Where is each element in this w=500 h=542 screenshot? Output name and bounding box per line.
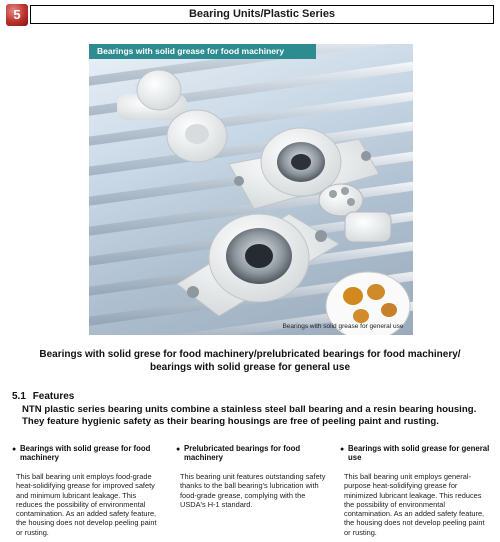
bullet-icon: ● <box>340 446 345 453</box>
feature-title-text: Bearings with solid grease for food machinery <box>20 444 151 462</box>
photo-caption <box>20 348 480 374</box>
photo-caption-line-1: Bearings with solid grese for food machinery/prelubricated bearings for food machinery/ <box>39 349 461 360</box>
section-intro: NTN plastic series bearing units combine a stainless steel ball bearing and a resin bearing housing. They feature hygienic safety as their bearing housings are free of peeling paint and rusting. <box>22 404 477 427</box>
photo-caption-line-2: bearings with solid grease for general use <box>149 362 351 373</box>
features-list <box>12 444 492 540</box>
section-title: Features <box>32 391 75 402</box>
feature-title <box>340 444 492 462</box>
section-number: 5.1 <box>12 391 26 402</box>
feature-title <box>176 444 328 462</box>
feature-description: This bearing unit features outstanding safety thanks to the ball bearing's lubrication with food-grade grease, complying with the USDA's H-1 standard. <box>180 472 326 509</box>
product-photo <box>89 44 413 335</box>
feature-item-solid-grease-food <box>12 444 164 537</box>
product-illustration <box>89 44 413 335</box>
bullet-icon: ● <box>12 446 17 453</box>
section-heading <box>12 391 74 402</box>
inset-caption: Bearings with solid grease for general use <box>282 323 404 330</box>
feature-item-solid-grease-general <box>340 444 492 537</box>
page-header <box>6 4 494 26</box>
feature-description: This ball bearing unit employs general-purpose heat-solidifying grease for minimized lubricant leakage. This reduces the possibility of environmental contamination. As an added safety feature, the housing does not develop peeling paint or rusting. <box>344 472 485 537</box>
feature-title-text: Bearings with solid grease for general use <box>348 444 490 462</box>
feature-title-text: Prelubricated bearings for food machinery <box>184 444 301 462</box>
flange-bearing-front <box>177 214 339 316</box>
feature-title <box>12 444 164 462</box>
photo-banner: Bearings with solid grease for food machinery <box>89 44 316 59</box>
chapter-badge: 5 <box>6 4 28 26</box>
bullet-icon: ● <box>176 446 181 453</box>
page-title: Bearing Units/Plastic Series <box>30 5 494 24</box>
pillow-block-bearing-top <box>117 70 227 162</box>
feature-item-prelubricated-food <box>176 444 328 509</box>
feature-description: This ball bearing unit employs food-grade heat-solidifying grease for improved safety and minimum lubricant leakage. This reduces the possibility of environmental contamination. As an added safety feature, the housing does not develop peeling paint or rusting. <box>16 472 157 537</box>
